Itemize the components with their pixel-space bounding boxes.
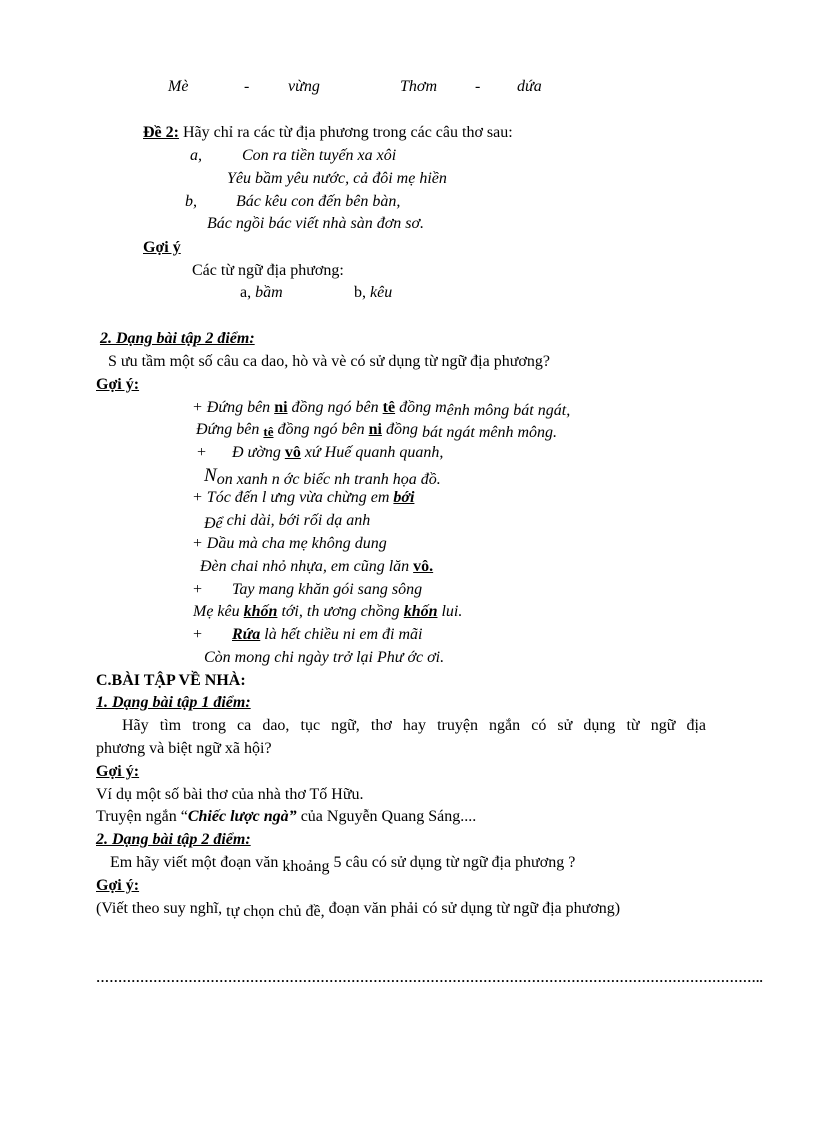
dash: - xyxy=(475,78,481,95)
homework-d2-hint xyxy=(96,899,620,919)
verse-text: bát ngát mênh mông. xyxy=(421,424,558,441)
word-me: Mè xyxy=(168,78,189,95)
verse-line-7: + Dầu mà cha mẹ không dung xyxy=(192,535,387,552)
verse-text: xứ Huế quanh quanh, xyxy=(300,444,444,461)
verse-line-10 xyxy=(193,602,462,622)
de2-hint-title: Gợi ý xyxy=(143,239,181,256)
verse-text: tới, th ương chồng xyxy=(277,603,404,620)
story-title: Chiếc lược ngà” xyxy=(187,808,297,825)
hint-text: tự chọn chủ đề, xyxy=(226,903,325,920)
verse-line-6 xyxy=(204,511,370,531)
de2-hint-intro: Các từ ngữ địa phương: xyxy=(192,262,344,279)
hint-text: Truyện ngắn “ xyxy=(96,808,188,825)
verse-a-line1: Con ra tiền tuyến xa xôi xyxy=(242,147,397,164)
homework-d1-hint-title: Gợi ý: xyxy=(96,763,140,780)
homework-d2-hint-title: Gợi ý: xyxy=(96,877,140,894)
dialect-word: vô. xyxy=(413,558,434,575)
dialect-word: Rứa xyxy=(232,626,261,643)
dialect-word: vô xyxy=(284,444,301,461)
question-text: Em hãy viết một đoạn văn xyxy=(110,854,283,871)
answer-b xyxy=(354,283,392,303)
dang2-hint-title: Gợi ý: xyxy=(96,376,140,393)
homework-d1-title: 1. Dạng bài tập 1 điểm: xyxy=(96,694,251,711)
verse-text: on xanh n ớc biếc nh tranh họa đồ. xyxy=(216,471,441,488)
verse-text: Đứng bên xyxy=(196,421,264,438)
question-text: khoảng xyxy=(282,858,330,875)
homework-d2-question xyxy=(110,853,575,873)
answer-b-label: b, xyxy=(354,284,370,301)
verse-text: chi dài, bới rối dạ anh xyxy=(222,512,371,529)
dotted-separator: …………………………………………………………………………………………………………………………………….. xyxy=(96,970,763,985)
verse-line-12: Còn mong chi ngày trở lại Phư ớc ơi. xyxy=(204,649,445,666)
verse-text: ênh mông bát ngát, xyxy=(446,402,571,419)
verse-line-11 xyxy=(232,625,422,645)
dialect-word: ni xyxy=(368,421,382,438)
homework-d1-question-line1 xyxy=(96,716,706,736)
hint-text: (Viết theo suy nghĩ, xyxy=(96,900,227,917)
dialect-word: ni xyxy=(274,399,288,416)
word-dua: dứa xyxy=(517,78,542,95)
homework-d1-hint1: Ví dụ một số bài thơ của nhà thơ Tố Hữu. xyxy=(96,786,364,803)
verse-text: + Tóc đến l ưng vừa chừng em xyxy=(192,489,394,506)
hint-text: đoạn văn phải có sử dụng từ ngữ địa phương) xyxy=(324,900,621,917)
verse-plus: + xyxy=(192,581,203,598)
verse-text: lui. xyxy=(437,603,463,620)
verse-plus: + xyxy=(196,444,207,461)
de2-question-line xyxy=(143,123,513,143)
word-thom: Thơm xyxy=(400,78,437,95)
hint-text: của Nguyễn Quang Sáng.... xyxy=(296,808,477,825)
question-text: 5 câu có sử dụng từ ngữ địa phương ? xyxy=(329,854,576,871)
homework-d2-title: 2. Dạng bài tập 2 điểm: xyxy=(96,831,251,848)
answer-a-label: a, xyxy=(240,284,256,301)
verse-plus: + xyxy=(192,626,203,643)
verse-line-2 xyxy=(196,420,557,440)
homework-d1-question-line2: phương và biệt ngữ xã hội? xyxy=(96,740,272,757)
verse-line-3 xyxy=(232,443,443,463)
verse-text: + Đứng bên xyxy=(192,399,275,416)
de2-label: Đề 2: xyxy=(143,124,179,141)
verse-text: đồng ngó bên xyxy=(273,421,369,438)
verse-line-5 xyxy=(192,488,414,508)
dialect-word: khốn xyxy=(403,603,438,620)
dialect-word: tê xyxy=(263,424,274,439)
verse-b-line2: Bác ngồi bác viết nhà sàn đơn sơ. xyxy=(207,215,425,232)
dang2-question: S ưu tầm một số câu ca dao, hò và vè có sử dụng từ ngữ địa phương? xyxy=(108,353,550,370)
verse-text: Mẹ kêu xyxy=(193,603,244,620)
verse-a-label: a, xyxy=(190,147,202,164)
verse-line-8 xyxy=(200,557,433,577)
word-vung: vừng xyxy=(288,78,320,95)
answer-a xyxy=(240,283,283,303)
homework-title: C.BÀI TẬP VỀ NHÀ: xyxy=(96,672,246,689)
verse-text: Đèn chai nhỏ nhựa, em cũng lăn xyxy=(200,558,414,575)
de2-question: Hãy chỉ ra các từ địa phương trong các câu thơ sau: xyxy=(178,124,513,141)
dialect-word: bới xyxy=(393,489,415,506)
dash: - xyxy=(244,78,250,95)
verse-text: Để xyxy=(204,515,223,532)
verse-b-line1: Bác kêu con đến bên bàn, xyxy=(236,193,401,210)
dialect-word: tê xyxy=(382,399,396,416)
verse-text: là hết chiều ni em đi mãi xyxy=(260,626,423,643)
verse-text: N xyxy=(204,465,217,486)
verse-text: đồng xyxy=(381,421,422,438)
verse-a-line2: Yêu bầm yêu nước, cả đôi mẹ hiền xyxy=(227,170,447,187)
verse-b-label: b, xyxy=(185,193,197,210)
homework-d1-hint2 xyxy=(96,807,476,827)
verse-text: Đ ường xyxy=(232,444,285,461)
verse-line-4 xyxy=(204,466,441,487)
answer-b-word: kêu xyxy=(370,284,393,301)
verse-line-9: Tay mang khăn gói sang sông xyxy=(232,581,423,598)
verse-text: đồng m xyxy=(395,399,447,416)
verse-text: đồng ngó bên xyxy=(287,399,383,416)
dialect-word: khốn xyxy=(243,603,278,620)
dang2-title: 2. Dạng bài tập 2 điểm: xyxy=(100,330,255,347)
answer-a-word: bầm xyxy=(255,284,283,301)
homework-d1-question: Hãy tìm trong ca dao, tục ngữ, thơ hay truyện ngắn có sử dụng từ ngữ địa xyxy=(122,717,706,734)
verse-line-1 xyxy=(192,398,570,418)
